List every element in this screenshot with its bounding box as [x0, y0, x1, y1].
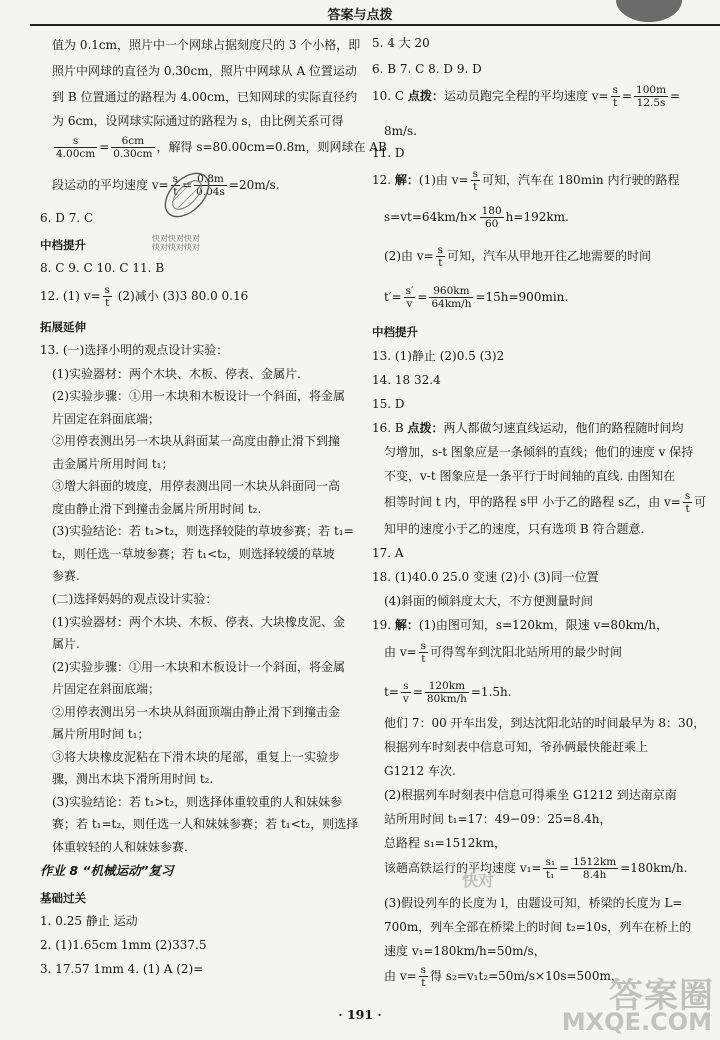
- stamp-icon: [158, 166, 216, 224]
- text-line: (1)实验器材：两个木块、木板、停表、金属片.: [52, 367, 301, 381]
- text-line: ②用停表测出另一木块从斜面顶端由静止滑下到撞击金: [52, 705, 341, 719]
- header-rule: [30, 24, 720, 26]
- text-line: ③增大斜面的坡度，用停表测出同一木块从斜面同一高: [52, 479, 341, 493]
- text-line: 知甲的速度小于乙的速度，只有选项 B 符合题意.: [384, 522, 645, 536]
- homework-title: 作业 8 “机械运动”复习: [40, 863, 174, 878]
- text-line: ③将大块橡皮泥粘在下滑木块的尾部，重复上一实验步: [52, 750, 341, 764]
- stamp-caption: 快对快对快对 快对快对快对: [152, 234, 200, 252]
- fraction: $\frac{s}{t}$: [684, 490, 691, 515]
- text-line: (3)实验结论：若 t₁>t₂，则选择较陡的草坡参赛；若 t₁=: [52, 524, 354, 538]
- text-line: 照片中网球的直径为 0.30cm，照片中网球从 A 位置运动: [52, 64, 357, 78]
- formula-line: 12. 解：(1)由 v= $\frac{s}{t}$ 可知，汽车在 180min 内行驶的路程: [372, 168, 680, 193]
- answer-line: 14. 18 32.4: [372, 373, 441, 387]
- answer-line: 6. B 7. C 8. D 9. D: [372, 62, 482, 76]
- fraction: $\frac{6cm}{0.30cm}$: [113, 135, 153, 160]
- fraction: $\frac{s'}{v}$: [405, 285, 414, 310]
- answer-line: 2. (1)1.65cm 1mm (2)337.5: [40, 938, 207, 952]
- fraction: $\frac{s}{t}$: [420, 964, 427, 989]
- text-line: (4)斜面的倾斜度太大，不方便测量时间: [384, 594, 593, 608]
- formula-line: t′= $\frac{s'}{v}$ = $\frac{960km}{64km/h}$ =15h=900min.: [384, 285, 569, 310]
- text-line: 参赛.: [52, 569, 80, 583]
- text-line: (2)根据列车时刻表中信息可得乘坐 G1212 到达南京南: [384, 788, 677, 802]
- fraction: $\frac{s}{t}$: [104, 284, 110, 309]
- text-line: (2)实验步骤：①用一木块和木板设计一个斜面，将金属: [52, 660, 346, 674]
- text-line: 站所用时间 t₁=17：49−09：25=8.4h，: [384, 812, 612, 826]
- text-line: t₂，则任选一草坡参赛；若 t₁<t₂，则选择较缓的草坡: [52, 547, 335, 561]
- text-line: 不变，v-t 图象应是一条平行于时间轴的直线. 由图知在: [384, 469, 676, 483]
- watermark-domain: MXQE.COM: [561, 1008, 712, 1036]
- formula-line: 由 v= $\frac{s}{t}$ 可得驾车到沈阳北站所用的最少时间: [384, 640, 623, 665]
- formula-line: $\frac{s}{4.00cm}$ = $\frac{6cm}{0.30cm}$ ，解得 s=80.00cm=0.8m，则网球在 AB: [56, 135, 387, 160]
- fraction: $\frac{s}{t}$: [420, 640, 427, 665]
- formula-line: 10. C 点拨：运动员跑完全程的平均速度 v= $\frac{s}{t}$ = $\frac{100m}{12.5s}$ =: [372, 84, 681, 109]
- fraction: $\frac{180}{60}$: [481, 205, 502, 230]
- text-line: (二)选择妈妈的观点设计实验：: [52, 592, 218, 606]
- text-line: 速度 v₁=180km/h=50m/s，: [384, 944, 546, 958]
- answer-line: 1. 0.25 静止 运动: [40, 914, 138, 928]
- answer-line: 11. D: [372, 146, 405, 160]
- fraction: $\frac{1512km}{8.4h}$: [573, 856, 617, 881]
- page-header: [0, 0, 720, 28]
- fraction: $\frac{0.8m}{0.04s}$: [196, 173, 225, 198]
- text-line: 总路程 s₁=1512km，: [384, 836, 507, 850]
- answer-line: 8. C 9. C 10. C 11. B: [40, 261, 165, 275]
- formula-line: t= $\frac{s}{v}$ = $\frac{120km}{80km/h}$ =1.5h.: [384, 680, 512, 705]
- section-heading: 中档提升: [40, 238, 86, 252]
- formula-line: s=vt=64km/h× $\frac{180}{60}$ h=192km.: [384, 205, 569, 230]
- answer-line: 3. 17.57 1mm 4. (1) A (2)=: [40, 962, 204, 976]
- text-line: 8m/s.: [384, 124, 418, 138]
- answer-line: 18. (1)40.0 25.0 变速 (2)小 (3)同一位置: [372, 570, 599, 584]
- text-line: 700m，列车全部在桥梁上的时间 t₂=10s，列车在桥上的: [384, 920, 692, 934]
- header-title: 答案与点拨: [327, 8, 393, 23]
- answer-line: 5. 4 大 20: [372, 36, 430, 50]
- fraction: $\frac{s}{t}$: [472, 168, 478, 193]
- formula-line: 12. (1) v= $\frac{s}{t}$ (2)减小 (3)3 80.0 0.16: [40, 284, 249, 309]
- fraction: $\frac{100m}{12.5s}$: [636, 84, 667, 109]
- answer-line: 13. (1)静止 (2)0.5 (3)2: [372, 349, 505, 363]
- text-line: 击金属片所用时间 t₁；: [52, 457, 174, 471]
- formula-line: 段运动的平均速度 v= $\frac{s}{t}$ = $\frac{0.8m}{0.04s}$ =20m/s.: [52, 173, 280, 198]
- text-line: 片固定在斜面底端；: [52, 412, 161, 426]
- formula-line: 由 v= $\frac{s}{t}$ 得 s₂=v₁t₂=50m/s×10s=500m，: [384, 964, 623, 989]
- answer-line: 17. A: [372, 546, 404, 560]
- text-line: 属片.: [52, 637, 80, 651]
- answer-line: 15. D: [372, 397, 405, 411]
- section-heading: 基础过关: [40, 891, 86, 905]
- text-line: 匀增加，s-t 图象应是一条倾斜的直线；他们的速度 v 保持: [384, 445, 694, 459]
- watermark-mid: 快对: [462, 871, 495, 890]
- text-line: 到 B 位置通过的路程为 4.00cm，已知网球的实际直径约: [52, 90, 358, 104]
- text-line: 属片所用时间 t₁；: [52, 727, 150, 741]
- text-line: G1212 车次.: [384, 764, 456, 778]
- text-line: 19. 解：(1)由图可知，s=120km，限速 v=80km/h，: [372, 618, 669, 632]
- watermark-logo: 答案圈: [609, 976, 714, 1016]
- fraction: $\frac{\text{s₁}}{\text{t₁}}$: [545, 856, 556, 881]
- fraction: $\frac{s}{4.00cm}$: [56, 135, 96, 160]
- page-number: · 191 ·: [338, 1007, 382, 1022]
- fraction: $\frac{960km}{64km/h}$: [431, 285, 472, 310]
- text-line: 13. (一)选择小明的观点设计实验：: [40, 343, 229, 357]
- text-line: 赛；若 t₁=t₂，则任选一人和妹妹参赛；若 t₁<t₂，则选择: [52, 817, 359, 831]
- section-heading: 拓展延伸: [40, 320, 86, 334]
- formula-line: (2)由 v= $\frac{s}{t}$ 可知，汽车从甲地开往乙地需要的时间: [384, 244, 652, 269]
- text-line: (3)假设列车的长度为 l，由题设可知，桥梁的长度为 L=: [384, 896, 683, 910]
- text-line: 体重较轻的人和妹妹参赛.: [52, 840, 188, 854]
- text-line: 片固定在斜面底端；: [52, 682, 161, 696]
- text-line: 值为 0.1cm，照片中一个网球占据刻度尺的 3 个小格，即: [52, 38, 361, 52]
- formula-line: 相等时间 t 内，甲的路程 s甲 小于乙的路程 s乙，由 v= $\frac{s}{t}$ 可: [384, 490, 707, 515]
- fraction: $\frac{s}{v}$: [402, 680, 409, 705]
- text-line: 度由静止滑下到撞击金属片所用时间 t₂.: [52, 502, 262, 516]
- text-line: 根据列车时刻表中信息可知，爷孙俩最快能赶乘上: [384, 740, 649, 754]
- section-heading: 中档提升: [372, 325, 418, 339]
- text-line: 他们 7：00 开车出发，到达沈阳北站的时间最早为 8：30，: [384, 716, 706, 730]
- text-line: (1)实验器材：两个木块、木板、停表、大块橡皮泥、金: [52, 615, 346, 629]
- text-line: ②用停表测出另一木块从斜面某一高度由静止滑下到撞: [52, 434, 341, 448]
- text-line: (2)实验步骤：①用一木块和木板设计一个斜面，将金属: [52, 389, 346, 403]
- fraction: $\frac{s}{t}$: [172, 173, 179, 198]
- fraction: $\frac{s}{t}$: [612, 84, 618, 109]
- fraction: $\frac{s}{t}$: [437, 244, 444, 269]
- fraction: $\frac{120km}{80km/h}$: [426, 680, 467, 705]
- text-line: 骤，测出木块下滑所用时间 t₂.: [52, 772, 214, 786]
- text-line: 为 6cm，设网球实际通过的路程为 s，由比例关系可得: [52, 114, 344, 128]
- text-line: 16. B 点拨：两人都做匀速直线运动，他们的路程随时间均: [372, 421, 684, 435]
- formula-line: 该趟高铁运行的平均速度 v₁= $\frac{\text{s₁}}{\text{t₁}}$ = $\frac{1512km}{8.4h}$ =180km/h.: [384, 856, 688, 881]
- answer-line: 6. D 7. C: [40, 211, 94, 225]
- text-line: (3)实验结论：若 t₁>t₂，则选择体重较重的人和妹妹参: [52, 795, 343, 809]
